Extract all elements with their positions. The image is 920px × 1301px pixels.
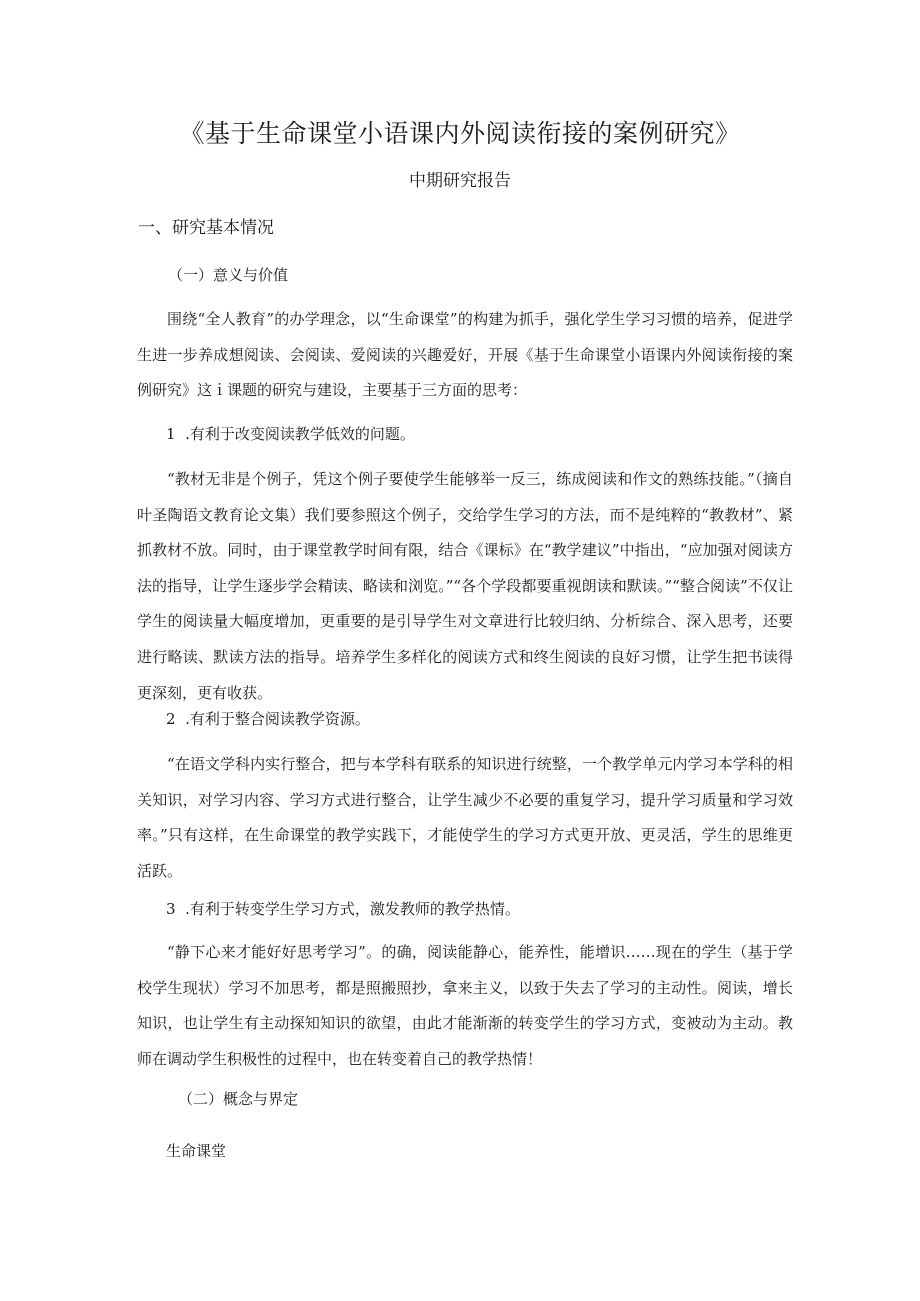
subsection-heading-concepts: （二）概念与界定 xyxy=(178,1090,299,1108)
point-1-heading: 1 .有利于改变阅读教学低效的问题。 xyxy=(166,425,415,443)
point-1-paragraph: “教材无非是个例子，凭这个例子要使学生能够举一反三，练成阅读和作文的熟练技能。”（摘自叶圣陶语文教育论文集）我们要参照这个例子，交给学生学习的方法，而不是纯粹的“教教材”、紧抓教材不放。同时，由于课堂教学时间有限，结合《课标》在“教学建议”中指出，“应加强对阅读方法的指导，让学生逐步学会精读、略读和浏览。”“各个学段都要重视朗读和默读。”“整合阅读”不仅让学生的阅读量大幅度增加，更重要的是引导学生对文章进行比较归纳、分析综合、深入思考，还要进行略读、默读方法的指导。培养学生多样化的阅读方式和终生阅读的良好习惯，让学生把书读得更深刻，更有收获。 xyxy=(137,470,793,702)
document-title: 《基于生命课堂小语课内外阅读衔接的案例研究》 xyxy=(179,119,741,148)
point-2-heading: 2 .有利于整合阅读教学资源。 xyxy=(166,710,370,728)
concept-term-life-classroom: 生命课堂 xyxy=(166,1142,227,1160)
subsection-heading-significance: （一）意义与价值 xyxy=(168,266,289,284)
point-3-paragraph: “静下心来才能好好思考学习”。的确，阅读能静心，能养性，能增识……现在的学生（基于学校学生现状）学习不加思考，都是照搬照抄，拿来主义，以致于失去了学习的主动性。阅读，增长知识，也让学生有主动探知知识的欲望，由此才能渐渐的转变学生的学习方式，变被动为主动。教师在调动学生积极性的过程中，也在转变着自己的教学热情！ xyxy=(137,943,793,1068)
point-2-paragraph: “在语文学科内实行整合，把与本学科有联系的知识进行统整，一个教学单元内学习本学科的相关知识，对学习内容、学习方式进行整合，让学生减少不必要的重复学习，提升学习质量和学习效率。”只有这样，在生命课堂的教学实践下，才能使学生的学习方式更开放、更灵活，学生的思维更活跃。 xyxy=(137,755,793,880)
intro-paragraph: 围绕“全人教育”的办学理念，以“生命课堂”的构建为抓手，强化学生学习习惯的培养，促进学生进一步养成想阅读、会阅读、爱阅读的兴趣爱好，开展《基于生命课堂小语课内外阅读衔接的案例研究》这ｉ课题的研究与建设，主要基于三方面的思考： xyxy=(137,310,793,400)
document-subtitle: 中期研究报告 xyxy=(409,171,511,191)
section-heading-basic-situation: 一、研究基本情况 xyxy=(138,218,274,238)
point-3-heading: 3 .有利于转变学生学习方式，激发教师的教学热情。 xyxy=(166,900,520,918)
